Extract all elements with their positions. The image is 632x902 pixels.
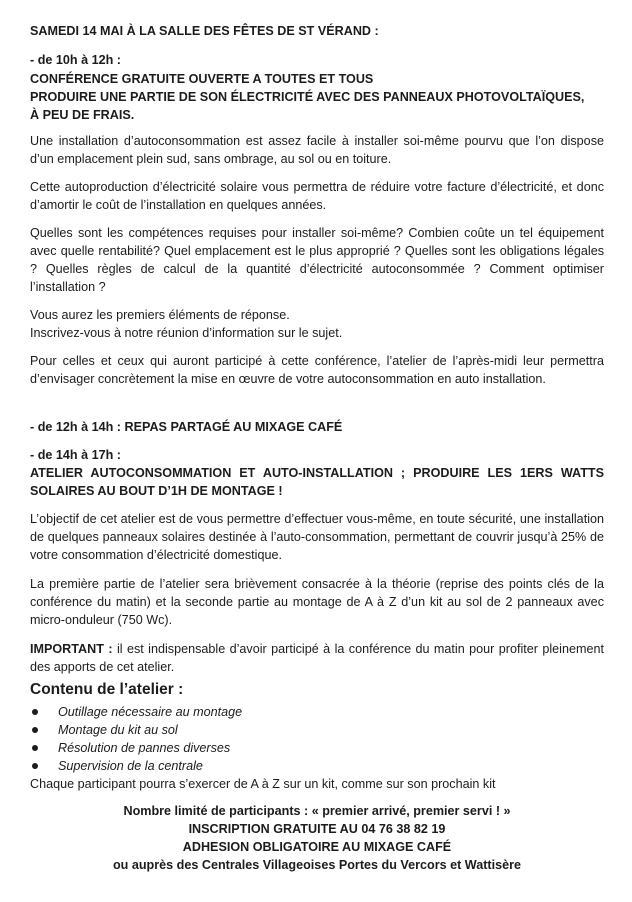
afternoon-heading: ATELIER AUTOCONSOMMATION ET AUTO-INSTALLATION ; PRODUIRE LES 1ERS WATTS SOLAIRES AU BOUT D’1H DE MONTAGE !	[30, 466, 604, 498]
lunch-label: REPAS PARTAGÉ AU MIXAGE CAFÉ	[124, 420, 343, 434]
footer-line2: INSCRIPTION GRATUITE AU 04 76 38 82 19	[188, 822, 446, 836]
morning-paragraph-3: Quelles sont les compétences requises pour installer soi-même? Combien coûte un tel équipement avec quelle rentabilité? Quel emplacement est le plus approprié ? Quelles sont les obligations légales ? Quelles règles de calcul de la quantité d’électricité autoconsommée ? Comment optimiser l’installation ?	[30, 226, 604, 294]
afternoon-paragraph-2: La première partie de l’atelier sera brièvement consacrée à la théorie (reprise des points clés de la conférence du matin) et la seconde partie au montage de A à Z d’un kit au sol de 2 panneaux avec micro-onduleur (750 Wc).	[30, 577, 604, 627]
morning-paragraph-5: Pour celles et ceux qui auront participé à cette conférence, l’atelier de l’après-midi leur permettra d’envisager concrètement la mise en œuvre de votre autoconsommation en auto installation.	[30, 354, 604, 386]
important-text: il est indispensable d’avoir participé à la conférence du matin pour profiter pleinement des apports de cet atelier.	[30, 642, 604, 674]
contents-closing: Chaque participant pourra s’exercer de A à Z sur un kit, comme sur son prochain kit	[30, 777, 496, 791]
morning-time: - de 10h à 12h :	[30, 53, 121, 67]
lunch-time: - de 12h à 14h :	[30, 420, 125, 434]
morning-paragraph-1: Une installation d’autoconsommation est assez facile à installer soi-même pourvu que l’on dispose d’un emplacement plein sud, sans ombrage, au sol ou en toiture.	[30, 134, 604, 166]
bullet-icon	[32, 763, 38, 769]
footer-line3: ADHESION OBLIGATOIRE AU MIXAGE CAFÉ	[182, 840, 452, 854]
afternoon-paragraph-1: L’objectif de cet atelier est de vous permettre d’effectuer vous-même, en toute sécurité, une installation de quelques panneaux solaires destinée à l’auto-consommation, permettant de couvrir jusqu’à 25% de votre consommation d’électricité domestique.	[30, 512, 604, 562]
list-item: Montage du kit au sol	[30, 721, 242, 739]
contents-heading: Contenu de l’atelier :	[30, 681, 184, 698]
morning-paragraph-2: Cette autoproduction d’électricité solaire vous permettra de réduire votre facture d’électricité, et donc d’amortir le coût de l’installation en quelques années.	[30, 180, 604, 212]
afternoon-time: - de 14h à 17h :	[30, 448, 121, 462]
morning-paragraph-4-line2: Inscrivez-vous à notre réunion d’information sur le sujet.	[30, 326, 343, 340]
footer	[30, 802, 604, 874]
morning-paragraph-4-line1: Vous aurez les premiers éléments de réponse.	[30, 308, 290, 322]
bullet-icon	[32, 709, 38, 715]
footer-line4: ou auprès des Centrales Villageoises Portes du Vercors et Wattisère	[112, 858, 522, 872]
important-label: IMPORTANT :	[30, 642, 117, 656]
morning-heading-line2: PRODUIRE UNE PARTIE DE SON ÉLECTRICITÉ AVEC DES PANNEAUX PHOTOVOLTAÏQUES,	[30, 90, 585, 104]
list-item: Supervision de la centrale	[30, 757, 242, 775]
bullet-icon	[32, 745, 38, 751]
morning-heading	[30, 70, 604, 124]
morning-heading-line3: À PEU DE FRAIS.	[30, 108, 135, 122]
list-item: Outillage nécessaire au montage	[30, 703, 242, 721]
contents-list	[30, 703, 242, 775]
morning-heading-line1: CONFÉRENCE GRATUITE OUVERTE A TOUTES ET TOUS	[30, 72, 374, 86]
morning-paragraph-4	[30, 306, 604, 342]
list-item: Résolution de pannes diverses	[30, 739, 242, 757]
footer-line1: Nombre limité de participants : « premier arrivé, premier servi ! »	[123, 804, 511, 818]
bullet-icon	[32, 727, 38, 733]
important-note	[30, 640, 604, 676]
event-title: SAMEDI 14 MAI À LA SALLE DES FÊTES DE ST VÉRAND :	[30, 24, 379, 38]
lunch-line	[30, 418, 604, 436]
